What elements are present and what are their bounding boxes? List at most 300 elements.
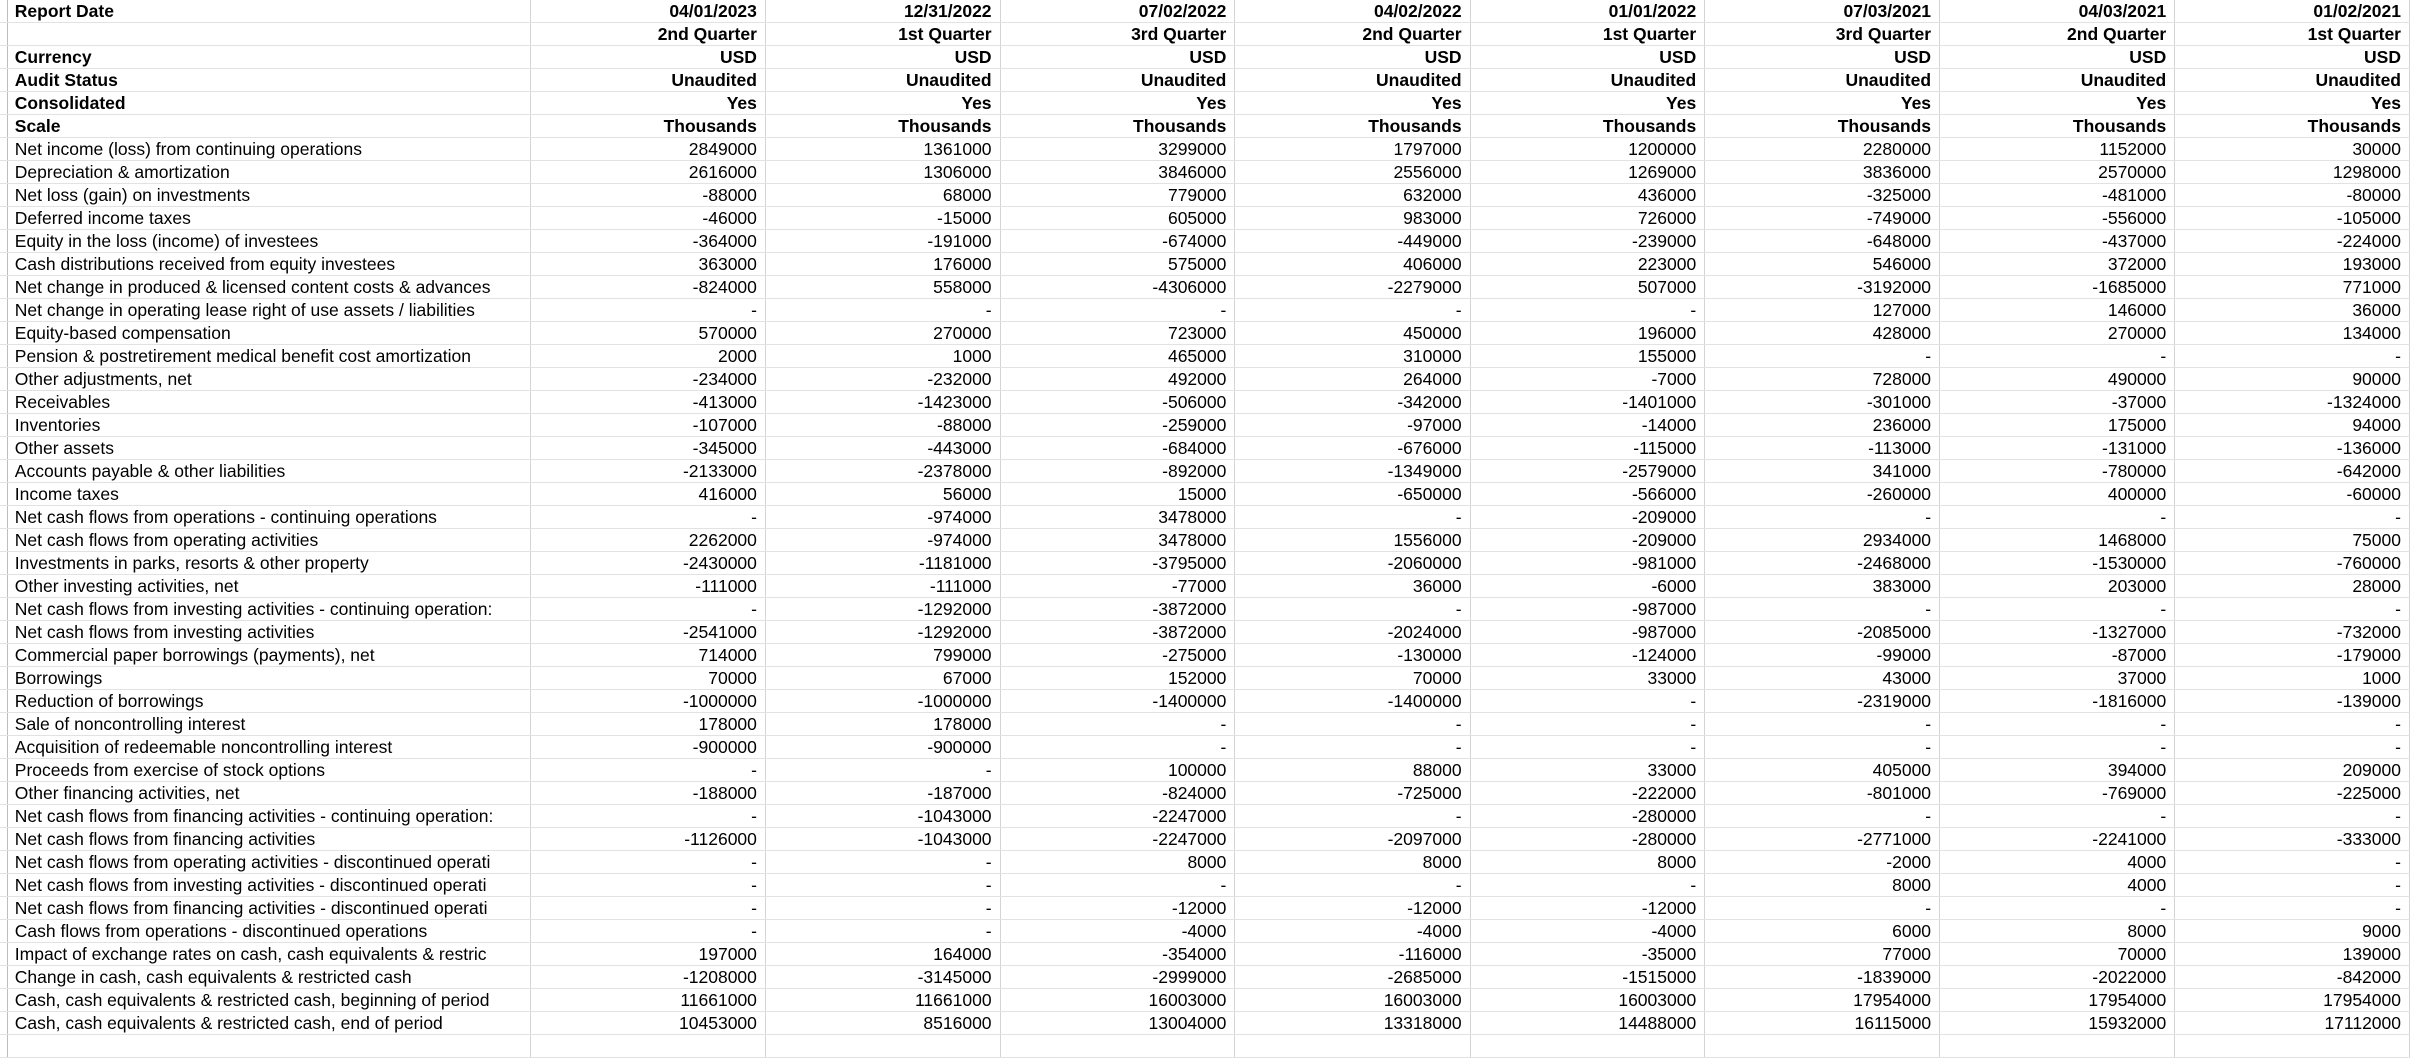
row-header-cell[interactable] [0, 483, 7, 506]
value-cell[interactable]: 400000 [1940, 483, 2175, 506]
value-cell[interactable]: 193000 [2175, 253, 2410, 276]
value-cell[interactable]: 779000 [1000, 184, 1235, 207]
value-cell[interactable]: -88000 [530, 184, 765, 207]
value-cell[interactable]: 1298000 [2175, 161, 2410, 184]
value-cell[interactable]: - [1235, 713, 1470, 736]
value-cell[interactable]: -437000 [1940, 230, 2175, 253]
value-cell[interactable]: - [1470, 736, 1705, 759]
value-cell[interactable]: -136000 [2175, 437, 2410, 460]
value-cell[interactable]: -1839000 [1705, 966, 1940, 989]
empty-cell[interactable] [0, 1035, 7, 1058]
value-cell[interactable]: 178000 [765, 713, 1000, 736]
value-cell[interactable]: -1530000 [1940, 552, 2175, 575]
value-cell[interactable]: -1181000 [765, 552, 1000, 575]
value-cell[interactable]: 1361000 [765, 138, 1000, 161]
value-cell[interactable]: -2060000 [1235, 552, 1470, 575]
value-cell[interactable]: -684000 [1000, 437, 1235, 460]
value-cell[interactable]: - [1940, 805, 2175, 828]
value-cell[interactable]: 8000 [1705, 874, 1940, 897]
value-cell[interactable]: 88000 [1235, 759, 1470, 782]
value-cell[interactable]: -260000 [1705, 483, 1940, 506]
value-cell[interactable]: 1000 [2175, 667, 2410, 690]
header-value-cell[interactable]: 07/02/2022 [1000, 0, 1235, 23]
value-cell[interactable]: - [2175, 736, 2410, 759]
value-cell[interactable]: 465000 [1000, 345, 1235, 368]
row-label-cell[interactable]: Commercial paper borrowings (payments), net [7, 644, 530, 667]
value-cell[interactable]: 3836000 [1705, 161, 1940, 184]
value-cell[interactable]: -77000 [1000, 575, 1235, 598]
row-header-cell[interactable] [0, 920, 7, 943]
value-cell[interactable]: 223000 [1470, 253, 1705, 276]
row-label-cell[interactable]: Other assets [7, 437, 530, 460]
value-cell[interactable]: -225000 [2175, 782, 2410, 805]
value-cell[interactable]: -2999000 [1000, 966, 1235, 989]
row-header-cell[interactable] [0, 506, 7, 529]
value-cell[interactable]: -1043000 [765, 805, 1000, 828]
value-cell[interactable]: -760000 [2175, 552, 2410, 575]
value-cell[interactable]: -900000 [765, 736, 1000, 759]
value-cell[interactable]: -2430000 [530, 552, 765, 575]
value-cell[interactable]: 8516000 [765, 1012, 1000, 1035]
value-cell[interactable]: -87000 [1940, 644, 2175, 667]
value-cell[interactable]: -2579000 [1470, 460, 1705, 483]
value-cell[interactable]: 100000 [1000, 759, 1235, 782]
value-cell[interactable]: 14488000 [1470, 1012, 1705, 1035]
row-label-cell[interactable]: Other investing activities, net [7, 575, 530, 598]
value-cell[interactable]: 341000 [1705, 460, 1940, 483]
row-header-cell[interactable] [0, 989, 7, 1012]
value-cell[interactable]: 15932000 [1940, 1012, 2175, 1035]
value-cell[interactable]: -650000 [1235, 483, 1470, 506]
row-label-cell[interactable]: Investments in parks, resorts & other property [7, 552, 530, 575]
value-cell[interactable]: 155000 [1470, 345, 1705, 368]
value-cell[interactable]: - [765, 851, 1000, 874]
value-cell[interactable]: 270000 [765, 322, 1000, 345]
value-cell[interactable]: 405000 [1705, 759, 1940, 782]
value-cell[interactable]: -116000 [1235, 943, 1470, 966]
value-cell[interactable]: 16003000 [1000, 989, 1235, 1012]
header-value-cell[interactable]: USD [1470, 46, 1705, 69]
header-value-cell[interactable]: 1st Quarter [1470, 23, 1705, 46]
value-cell[interactable]: -280000 [1470, 805, 1705, 828]
value-cell[interactable]: -1126000 [530, 828, 765, 851]
value-cell[interactable]: -1400000 [1000, 690, 1235, 713]
value-cell[interactable]: -2541000 [530, 621, 765, 644]
value-cell[interactable]: -2685000 [1235, 966, 1470, 989]
value-cell[interactable]: -209000 [1470, 506, 1705, 529]
value-cell[interactable]: -239000 [1470, 230, 1705, 253]
value-cell[interactable]: 2556000 [1235, 161, 1470, 184]
value-cell[interactable]: -60000 [2175, 483, 2410, 506]
row-label-cell[interactable]: Change in cash, cash equivalents & restricted cash [7, 966, 530, 989]
row-label-cell[interactable]: Net change in operating lease right of use assets / liabilities [7, 299, 530, 322]
row-label-cell[interactable]: Other financing activities, net [7, 782, 530, 805]
row-header-cell[interactable] [0, 46, 7, 69]
value-cell[interactable]: 15000 [1000, 483, 1235, 506]
value-cell[interactable]: - [530, 920, 765, 943]
header-value-cell[interactable]: 3rd Quarter [1705, 23, 1940, 46]
value-cell[interactable]: 3478000 [1000, 506, 1235, 529]
value-cell[interactable]: 10453000 [530, 1012, 765, 1035]
value-cell[interactable]: 726000 [1470, 207, 1705, 230]
value-cell[interactable]: - [530, 506, 765, 529]
row-header-cell[interactable] [0, 230, 7, 253]
value-cell[interactable]: -1400000 [1235, 690, 1470, 713]
value-cell[interactable]: - [530, 874, 765, 897]
value-cell[interactable]: 8000 [1235, 851, 1470, 874]
row-header-cell[interactable] [0, 759, 7, 782]
value-cell[interactable]: - [1470, 299, 1705, 322]
header-value-cell[interactable]: 2nd Quarter [1235, 23, 1470, 46]
value-cell[interactable]: 3846000 [1000, 161, 1235, 184]
value-cell[interactable]: - [1705, 736, 1940, 759]
value-cell[interactable]: 33000 [1470, 667, 1705, 690]
value-cell[interactable]: -801000 [1705, 782, 1940, 805]
header-value-cell[interactable]: Thousands [530, 115, 765, 138]
value-cell[interactable]: 1269000 [1470, 161, 1705, 184]
value-cell[interactable]: -824000 [530, 276, 765, 299]
row-header-cell[interactable] [0, 644, 7, 667]
value-cell[interactable]: -981000 [1470, 552, 1705, 575]
value-cell[interactable]: -345000 [530, 437, 765, 460]
header-value-cell[interactable]: 1st Quarter [2175, 23, 2410, 46]
row-header-cell[interactable] [0, 437, 7, 460]
value-cell[interactable]: - [1705, 506, 1940, 529]
value-cell[interactable]: 605000 [1000, 207, 1235, 230]
row-header-cell[interactable] [0, 368, 7, 391]
row-header-cell[interactable] [0, 207, 7, 230]
value-cell[interactable]: 17112000 [2175, 1012, 2410, 1035]
row-label-cell[interactable]: Cash flows from operations - discontinued operations [7, 920, 530, 943]
value-cell[interactable]: - [530, 299, 765, 322]
value-cell[interactable]: 70000 [530, 667, 765, 690]
value-cell[interactable]: -6000 [1470, 575, 1705, 598]
value-cell[interactable]: 11661000 [765, 989, 1000, 1012]
row-label-cell[interactable]: Proceeds from exercise of stock options [7, 759, 530, 782]
value-cell[interactable]: - [765, 920, 1000, 943]
value-cell[interactable]: 36000 [2175, 299, 2410, 322]
row-header-cell[interactable] [0, 1012, 7, 1035]
value-cell[interactable]: - [1940, 736, 2175, 759]
value-cell[interactable]: - [1235, 506, 1470, 529]
value-cell[interactable]: -325000 [1705, 184, 1940, 207]
value-cell[interactable]: 127000 [1705, 299, 1940, 322]
row-header-cell[interactable] [0, 299, 7, 322]
value-cell[interactable]: 16003000 [1235, 989, 1470, 1012]
value-cell[interactable]: 416000 [530, 483, 765, 506]
value-cell[interactable]: - [1000, 713, 1235, 736]
header-value-cell[interactable]: Yes [1470, 92, 1705, 115]
value-cell[interactable]: -1685000 [1940, 276, 2175, 299]
value-cell[interactable]: 570000 [530, 322, 765, 345]
value-cell[interactable]: -99000 [1705, 644, 1940, 667]
row-label-cell[interactable]: Impact of exchange rates on cash, cash equivalents & restric [7, 943, 530, 966]
row-header-cell[interactable] [0, 782, 7, 805]
value-cell[interactable]: -139000 [2175, 690, 2410, 713]
value-cell[interactable]: -2247000 [1000, 805, 1235, 828]
row-label-cell[interactable]: Net loss (gain) on investments [7, 184, 530, 207]
row-label-cell[interactable]: Currency [7, 46, 530, 69]
value-cell[interactable]: - [530, 759, 765, 782]
value-cell[interactable]: 2570000 [1940, 161, 2175, 184]
value-cell[interactable]: 152000 [1000, 667, 1235, 690]
header-value-cell[interactable]: USD [530, 46, 765, 69]
value-cell[interactable]: -1327000 [1940, 621, 2175, 644]
row-header-cell[interactable] [0, 23, 7, 46]
value-cell[interactable]: 2280000 [1705, 138, 1940, 161]
value-cell[interactable]: - [1470, 713, 1705, 736]
value-cell[interactable]: - [1235, 874, 1470, 897]
value-cell[interactable]: 30000 [2175, 138, 2410, 161]
value-cell[interactable]: 270000 [1940, 322, 2175, 345]
value-cell[interactable]: - [1470, 690, 1705, 713]
value-cell[interactable]: 197000 [530, 943, 765, 966]
header-value-cell[interactable]: Thousands [1705, 115, 1940, 138]
value-cell[interactable]: -1292000 [765, 598, 1000, 621]
value-cell[interactable]: -3795000 [1000, 552, 1235, 575]
header-value-cell[interactable]: Thousands [2175, 115, 2410, 138]
value-cell[interactable]: 164000 [765, 943, 1000, 966]
value-cell[interactable]: - [2175, 897, 2410, 920]
row-header-cell[interactable] [0, 276, 7, 299]
value-cell[interactable]: 75000 [2175, 529, 2410, 552]
header-value-cell[interactable]: USD [1000, 46, 1235, 69]
value-cell[interactable]: -2097000 [1235, 828, 1470, 851]
value-cell[interactable]: -1208000 [530, 966, 765, 989]
value-cell[interactable]: 1556000 [1235, 529, 1470, 552]
header-value-cell[interactable]: Yes [1000, 92, 1235, 115]
value-cell[interactable]: - [1705, 805, 1940, 828]
row-label-cell[interactable]: Net cash flows from financing activities [7, 828, 530, 851]
row-label-cell[interactable]: Net cash flows from financing activities - discontinued operati [7, 897, 530, 920]
header-value-cell[interactable]: Unaudited [530, 69, 765, 92]
header-value-cell[interactable]: Thousands [1235, 115, 1470, 138]
value-cell[interactable]: 1152000 [1940, 138, 2175, 161]
row-label-cell[interactable]: Cash distributions received from equity investees [7, 253, 530, 276]
row-label-cell[interactable]: Net cash flows from operations - continuing operations [7, 506, 530, 529]
row-label-cell[interactable]: Net change in produced & licensed content costs & advances [7, 276, 530, 299]
row-header-cell[interactable] [0, 529, 7, 552]
value-cell[interactable]: -1816000 [1940, 690, 2175, 713]
row-label-cell[interactable]: Acquisition of redeemable noncontrolling interest [7, 736, 530, 759]
value-cell[interactable]: -113000 [1705, 437, 1940, 460]
value-cell[interactable]: -12000 [1470, 897, 1705, 920]
row-label-cell[interactable]: Equity-based compensation [7, 322, 530, 345]
value-cell[interactable]: -354000 [1000, 943, 1235, 966]
header-value-cell[interactable]: 01/01/2022 [1470, 0, 1705, 23]
row-header-cell[interactable] [0, 713, 7, 736]
row-header-cell[interactable] [0, 0, 7, 23]
value-cell[interactable]: 714000 [530, 644, 765, 667]
header-value-cell[interactable]: USD [1940, 46, 2175, 69]
value-cell[interactable]: -259000 [1000, 414, 1235, 437]
value-cell[interactable]: 558000 [765, 276, 1000, 299]
value-cell[interactable]: 1000 [765, 345, 1000, 368]
value-cell[interactable]: - [2175, 713, 2410, 736]
header-value-cell[interactable]: Yes [530, 92, 765, 115]
empty-cell[interactable] [1940, 1035, 2175, 1058]
value-cell[interactable]: -4306000 [1000, 276, 1235, 299]
row-header-cell[interactable] [0, 552, 7, 575]
value-cell[interactable]: -1292000 [765, 621, 1000, 644]
value-cell[interactable]: -443000 [765, 437, 1000, 460]
header-value-cell[interactable]: Yes [1705, 92, 1940, 115]
value-cell[interactable]: -37000 [1940, 391, 2175, 414]
value-cell[interactable]: 11661000 [530, 989, 765, 1012]
header-value-cell[interactable]: Unaudited [765, 69, 1000, 92]
value-cell[interactable]: -342000 [1235, 391, 1470, 414]
value-cell[interactable]: 771000 [2175, 276, 2410, 299]
value-cell[interactable]: 178000 [530, 713, 765, 736]
row-label-cell[interactable]: Net cash flows from investing activities [7, 621, 530, 644]
value-cell[interactable]: -769000 [1940, 782, 2175, 805]
value-cell[interactable]: -676000 [1235, 437, 1470, 460]
header-value-cell[interactable]: 1st Quarter [765, 23, 1000, 46]
value-cell[interactable]: 983000 [1235, 207, 1470, 230]
value-cell[interactable]: -1324000 [2175, 391, 2410, 414]
value-cell[interactable]: -3145000 [765, 966, 1000, 989]
value-cell[interactable]: 575000 [1000, 253, 1235, 276]
header-value-cell[interactable]: 04/01/2023 [530, 0, 765, 23]
value-cell[interactable]: 4000 [1940, 874, 2175, 897]
value-cell[interactable]: -1515000 [1470, 966, 1705, 989]
value-cell[interactable]: -301000 [1705, 391, 1940, 414]
value-cell[interactable]: 436000 [1470, 184, 1705, 207]
row-label-cell[interactable]: Net cash flows from investing activities - discontinued operati [7, 874, 530, 897]
value-cell[interactable]: 33000 [1470, 759, 1705, 782]
value-cell[interactable]: 4000 [1940, 851, 2175, 874]
value-cell[interactable]: 632000 [1235, 184, 1470, 207]
row-header-cell[interactable] [0, 414, 7, 437]
value-cell[interactable]: -179000 [2175, 644, 2410, 667]
value-cell[interactable]: -3192000 [1705, 276, 1940, 299]
value-cell[interactable]: 37000 [1940, 667, 2175, 690]
value-cell[interactable]: -749000 [1705, 207, 1940, 230]
row-header-cell[interactable] [0, 828, 7, 851]
header-value-cell[interactable]: Yes [1235, 92, 1470, 115]
value-cell[interactable]: -2085000 [1705, 621, 1940, 644]
header-value-cell[interactable]: Unaudited [2175, 69, 2410, 92]
row-header-cell[interactable] [0, 943, 7, 966]
value-cell[interactable]: 383000 [1705, 575, 1940, 598]
value-cell[interactable]: - [2175, 851, 2410, 874]
value-cell[interactable]: -1423000 [765, 391, 1000, 414]
value-cell[interactable]: 28000 [2175, 575, 2410, 598]
value-cell[interactable]: 799000 [765, 644, 1000, 667]
value-cell[interactable]: -824000 [1000, 782, 1235, 805]
value-cell[interactable]: 1468000 [1940, 529, 2175, 552]
value-cell[interactable]: -1000000 [530, 690, 765, 713]
value-cell[interactable]: 8000 [1470, 851, 1705, 874]
value-cell[interactable]: -2241000 [1940, 828, 2175, 851]
value-cell[interactable]: -364000 [530, 230, 765, 253]
value-cell[interactable]: -111000 [765, 575, 1000, 598]
value-cell[interactable]: - [1235, 598, 1470, 621]
value-cell[interactable]: -2000 [1705, 851, 1940, 874]
value-cell[interactable]: - [1235, 805, 1470, 828]
value-cell[interactable]: 90000 [2175, 368, 2410, 391]
value-cell[interactable]: - [1940, 598, 2175, 621]
empty-cell[interactable] [530, 1035, 765, 1058]
value-cell[interactable]: 16115000 [1705, 1012, 1940, 1035]
value-cell[interactable]: 372000 [1940, 253, 2175, 276]
row-label-cell[interactable]: Deferred income taxes [7, 207, 530, 230]
value-cell[interactable]: - [1705, 598, 1940, 621]
value-cell[interactable]: 9000 [2175, 920, 2410, 943]
value-cell[interactable]: - [1000, 874, 1235, 897]
row-label-cell[interactable]: Cash, cash equivalents & restricted cash, beginning of period [7, 989, 530, 1012]
value-cell[interactable]: 363000 [530, 253, 765, 276]
value-cell[interactable]: -209000 [1470, 529, 1705, 552]
row-label-cell[interactable]: Consolidated [7, 92, 530, 115]
value-cell[interactable]: -506000 [1000, 391, 1235, 414]
value-cell[interactable]: -12000 [1000, 897, 1235, 920]
value-cell[interactable]: -35000 [1470, 943, 1705, 966]
value-cell[interactable]: - [1940, 506, 2175, 529]
row-header-cell[interactable] [0, 138, 7, 161]
value-cell[interactable]: -449000 [1235, 230, 1470, 253]
value-cell[interactable]: 450000 [1235, 322, 1470, 345]
row-label-cell[interactable]: Net cash flows from operating activities - discontinued operati [7, 851, 530, 874]
row-header-cell[interactable] [0, 897, 7, 920]
value-cell[interactable]: -2022000 [1940, 966, 2175, 989]
value-cell[interactable]: 490000 [1940, 368, 2175, 391]
value-cell[interactable]: -187000 [765, 782, 1000, 805]
value-cell[interactable]: 1306000 [765, 161, 1000, 184]
value-cell[interactable]: -2319000 [1705, 690, 1940, 713]
row-label-cell[interactable]: Net cash flows from investing activities - continuing operation: [7, 598, 530, 621]
header-value-cell[interactable]: USD [2175, 46, 2410, 69]
row-label-cell[interactable]: Cash, cash equivalents & restricted cash, end of period [7, 1012, 530, 1035]
value-cell[interactable]: -7000 [1470, 368, 1705, 391]
value-cell[interactable]: 1200000 [1470, 138, 1705, 161]
value-cell[interactable]: 2934000 [1705, 529, 1940, 552]
value-cell[interactable]: -4000 [1235, 920, 1470, 943]
header-value-cell[interactable]: USD [1235, 46, 1470, 69]
value-cell[interactable]: -642000 [2175, 460, 2410, 483]
row-label-cell[interactable]: Depreciation & amortization [7, 161, 530, 184]
header-value-cell[interactable]: 2nd Quarter [1940, 23, 2175, 46]
value-cell[interactable]: -566000 [1470, 483, 1705, 506]
value-cell[interactable]: -732000 [2175, 621, 2410, 644]
value-cell[interactable]: - [765, 759, 1000, 782]
value-cell[interactable]: -115000 [1470, 437, 1705, 460]
row-header-cell[interactable] [0, 460, 7, 483]
value-cell[interactable]: - [1940, 713, 2175, 736]
value-cell[interactable]: -2771000 [1705, 828, 1940, 851]
row-label-cell[interactable]: Net cash flows from operating activities [7, 529, 530, 552]
value-cell[interactable]: 3478000 [1000, 529, 1235, 552]
row-label-cell[interactable] [7, 23, 530, 46]
value-cell[interactable]: 176000 [765, 253, 1000, 276]
value-cell[interactable]: -97000 [1235, 414, 1470, 437]
value-cell[interactable]: 546000 [1705, 253, 1940, 276]
row-header-cell[interactable] [0, 161, 7, 184]
row-label-cell[interactable]: Income taxes [7, 483, 530, 506]
row-header-cell[interactable] [0, 667, 7, 690]
row-header-cell[interactable] [0, 736, 7, 759]
value-cell[interactable]: - [1940, 897, 2175, 920]
value-cell[interactable]: - [2175, 874, 2410, 897]
value-cell[interactable]: 17954000 [2175, 989, 2410, 1012]
value-cell[interactable]: - [1705, 713, 1940, 736]
empty-cell[interactable] [1000, 1035, 1235, 1058]
value-cell[interactable]: 2000 [530, 345, 765, 368]
header-value-cell[interactable]: Yes [2175, 92, 2410, 115]
row-label-cell[interactable]: Report Date [7, 0, 530, 23]
value-cell[interactable]: -1349000 [1235, 460, 1470, 483]
value-cell[interactable]: -900000 [530, 736, 765, 759]
